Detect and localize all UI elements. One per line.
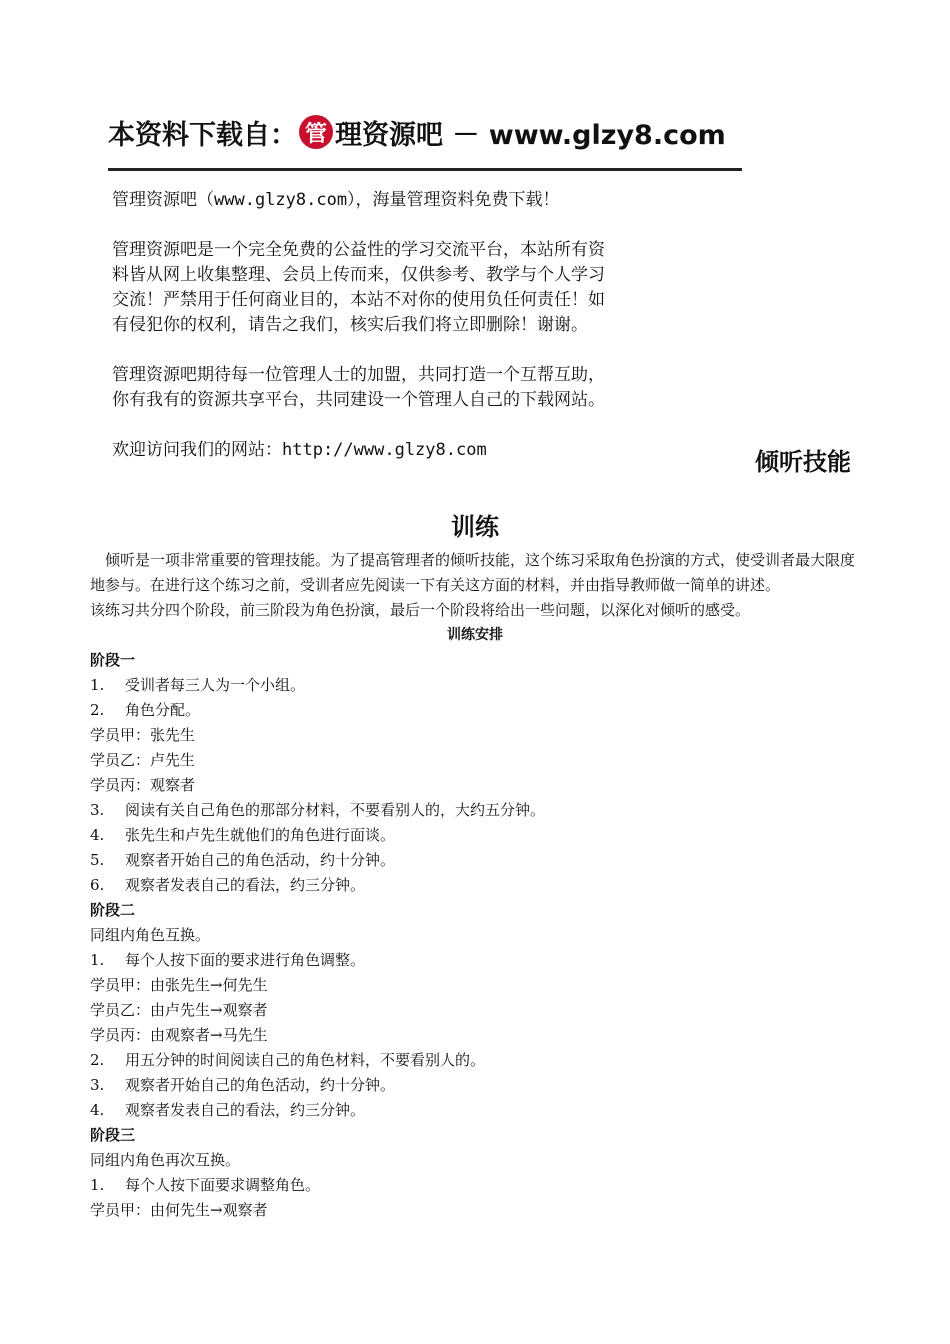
banner-headline-right: 理资源吧 － www.glzy8.com [335,119,726,151]
banner-divider [108,168,742,171]
list-text: 张先生和卢先生就他们的角色进行面谈。 [125,826,396,844]
banner-para-3 [112,363,752,413]
stage-2-heading: 阶段二 [90,901,136,919]
banner-para-2 [112,238,752,338]
page-title-part-2: 训练 [451,513,499,541]
role-line: 学员丙：观察者 [90,776,196,794]
banner-para-1: 管理资源吧（www.glzy8.com），海量管理资料免费下载！ [112,190,560,210]
list-text: 受训者每三人为一个小组。 [125,676,306,694]
banner-line: 管理资源吧是一个完全免费的公益性的学习交流平台，本站所有资 [112,240,605,260]
role-line: 学员甲：由何先生→观察者 [90,1201,268,1219]
role-line: 学员甲：由张先生→何先生 [90,976,268,994]
banner-headline-left: 本资料下载自： [108,119,297,151]
list-number: 5. [90,851,105,869]
list-text: 用五分钟的时间阅读自己的角色材料，不要看别人的。 [125,1051,486,1069]
list-number: 4. [90,1101,105,1119]
list-number: 3. [90,1076,105,1094]
list-number: 1. [90,1176,105,1194]
role-line: 学员丙：由观察者→马先生 [90,1026,268,1044]
list-number: 2. [90,701,105,719]
intro-paragraph-2: 该练习共分四个阶段，前三阶段为角色扮演，最后一个阶段将给出一些问题，以深化对倾听的感受。 [90,601,751,619]
list-text: 每个人按下面的要求进行角色调整。 [125,951,366,969]
document-body [90,548,860,1223]
banner-line: 管理资源吧期待每一位管理人士的加盟，共同打造一个互帮互助， [112,365,605,385]
banner-para-4: 欢迎访问我们的网站：http://www.glzy8.com [112,440,487,460]
stage-3-intro: 同组内角色再次互换。 [90,1151,241,1169]
stage-1-heading: 阶段一 [90,651,136,669]
list-text: 每个人按下面要求调整角色。 [125,1176,321,1194]
role-line: 学员乙：卢先生 [90,751,196,769]
banner-line: 你有我有的资源共享平台，共同建设一个管理人自己的下载网站。 [112,390,605,410]
banner-line: 料皆从网上收集整理、会员上传而来，仅供参考、教学与个人学习 [112,265,605,285]
list-number: 1. [90,951,105,969]
list-number: 2. [90,1051,105,1069]
list-item [90,948,860,973]
list-item [90,848,860,873]
list-item [90,698,860,723]
intro-paragraph-1: 倾听是一项非常重要的管理技能。为了提高管理者的倾听技能，这个练习采取角色扮演的方式，使受训者最大限度地参与。在进行这个练习之前，受训者应先阅读一下有关这方面的材料，并由指导教师做一简单的讲述。 [90,551,856,594]
banner-line: 有侵犯你的权利，请告之我们，核实后我们将立即删除！谢谢。 [112,315,588,335]
list-text: 观察者开始自己的角色活动，约十分钟。 [125,1076,396,1094]
list-item [90,823,860,848]
list-text: 阅读有关自己角色的那部分材料，不要看别人的，大约五分钟。 [125,801,546,819]
banner-body [112,188,752,488]
download-banner [108,108,748,460]
list-number: 4. [90,826,105,844]
page-title-part-1: 倾听技能 [755,448,851,476]
list-item [90,1048,860,1073]
list-text: 角色分配。 [125,701,201,719]
list-item [90,1173,860,1198]
list-text: 观察者发表自己的看法，约三分钟。 [125,1101,366,1119]
list-item [90,673,860,698]
role-line: 学员甲：张先生 [90,726,196,744]
stage-3-heading: 阶段三 [90,1126,136,1144]
list-text: 观察者发表自己的看法，约三分钟。 [125,876,366,894]
list-number: 3. [90,801,105,819]
banner-line: 交流！严禁用于任何商业目的，本站不对你的使用负任何责任！如 [112,290,605,310]
role-line: 学员乙：由卢先生→观察者 [90,1001,268,1019]
list-number: 6. [90,876,105,894]
list-item [90,873,860,898]
site-logo-icon: 管 [299,115,333,149]
banner-headline [108,108,748,156]
list-item [90,798,860,823]
list-item [90,1098,860,1123]
list-number: 1. [90,676,105,694]
stage-2-intro: 同组内角色互换。 [90,926,211,944]
section-heading: 训练安排 [447,627,503,643]
list-text: 观察者开始自己的角色活动，约十分钟。 [125,851,396,869]
list-item [90,1073,860,1098]
